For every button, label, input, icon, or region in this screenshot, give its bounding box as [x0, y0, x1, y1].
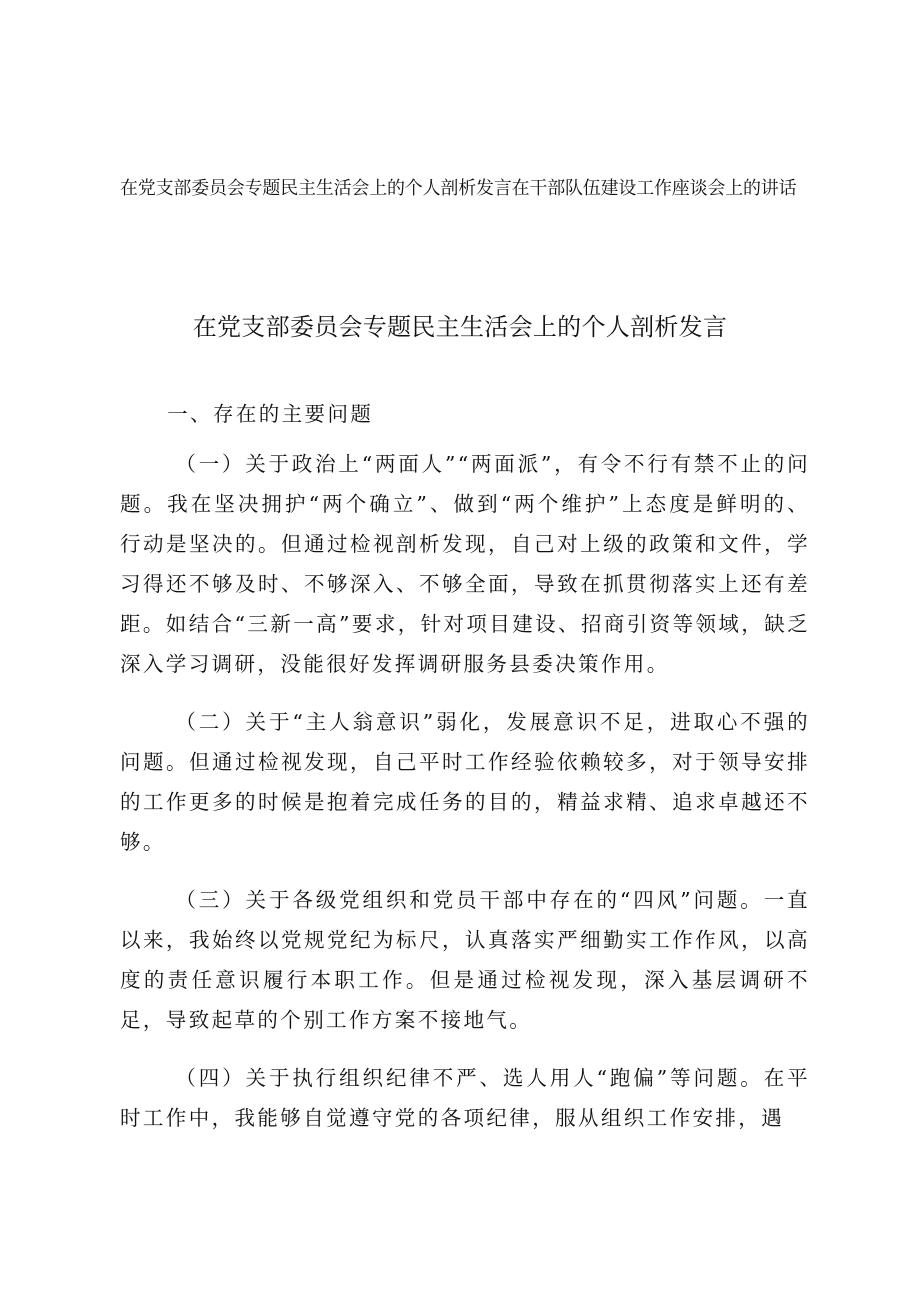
paragraph-2: （二）关于“主人翁意识”弱化，发展意识不足，进取心不强的问题。但通过检视发现，自己平时工作经验依赖较多，对于领导安排的工作更多的时候是抱着完成任务的目的，精益求精、追求卓越还不够。 [120, 710, 810, 854]
paragraph-4: （四）关于执行组织纪律不严、选人用人“跑偏”等问题。在平时工作中，我能够自觉遵守党的各项纪律，服从组织工作安排，遇 [120, 1066, 810, 1130]
paragraph-3: （三）关于各级党组织和党员干部中存在的“四风”问题。一直以来，我始终以党规党纪为标尺，认真落实严细勤实工作作风，以高度的责任意识履行本职工作。但是通过检视发现，深入基层调研不足，导致起草的个别工作方案不接地气。 [120, 888, 810, 1032]
document-body [120, 394, 810, 1138]
document-header: 在党支部委员会专题民主生活会上的个人剖析发言在干部队伍建设工作座谈会上的讲话 [120, 178, 797, 199]
section-heading: 一、存在的主要问题 [167, 402, 374, 426]
paragraph-1: （一）关于政治上“两面人”“两面派”，有令不行有禁不止的问题。我在坚决拥护“两个确立”、做到“两个维护”上态度是鲜明的、行动是坚决的。但通过检视剖析发现，自己对上级的政策和文件，学习得还不够及时、不够深入、不够全面，导致在抓贯彻落实上还有差距。如结合“三新一高”要求，针对项目建设、招商引资等领域，缺乏深入学习调研，没能很好发挥调研服务县委决策作用。 [120, 452, 810, 676]
document-title: 在党支部委员会专题民主生活会上的个人剖析发言 [192, 313, 728, 341]
